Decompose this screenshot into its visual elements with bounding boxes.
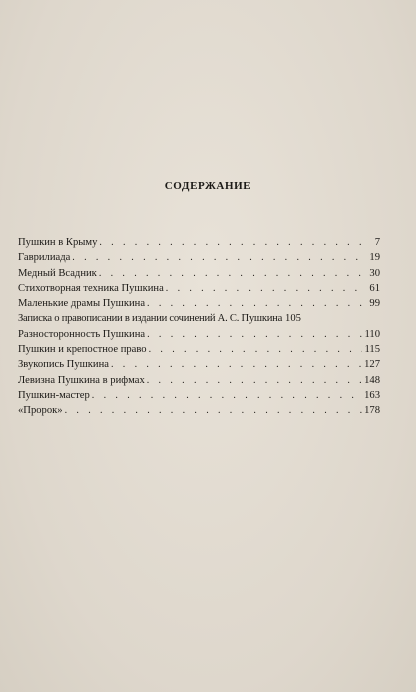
toc-entry-title: Записка о правописании в издании сочинений А. С. Пушкина [18,313,283,325]
toc-entry [18,250,380,265]
toc-entry-title: Маленькие драмы Пушкина [18,298,146,310]
toc-entry-page: 127 [364,359,380,371]
toc-entry-page: 105 [285,313,301,325]
toc-entry-title: Пушкин-мастер [18,389,90,401]
leader-dots [166,281,362,296]
toc-entry [18,388,380,403]
leader-dots [99,235,362,250]
toc-entry-page: 115 [364,344,380,356]
toc-entry [18,373,380,388]
toc-entry-page: 30 [369,267,380,279]
toc-entry-page: 7 [374,237,380,248]
leader-dots [72,250,362,265]
toc-entry [18,281,380,296]
toc-entry [18,327,380,342]
leader-dots [92,388,362,403]
toc-entry [18,235,380,250]
toc-entry [18,296,380,311]
toc-entry-page: 110 [364,328,380,340]
toc-entry-page: 99 [369,298,380,310]
toc-entry-page: 19 [369,252,380,264]
toc-entry-title: Медный Всадник [18,267,97,279]
contents-heading: СОДЕРЖАНИЕ [164,180,252,192]
toc-entry-title: Звукопись Пушкина [18,359,109,371]
toc-entry-page: 148 [364,374,380,386]
leader-dots [149,342,362,357]
toc-entry [18,342,380,357]
toc-entry-title: Левизна Пушкина в рифмах [18,374,145,386]
toc-entry-title: Гаврилиада [18,252,71,264]
leader-dots [65,403,362,418]
toc-entry-title: Пушкин и крепостное право [18,344,147,356]
toc-entry-page: 61 [369,282,380,294]
toc-entry [18,311,380,326]
toc-entry [18,357,380,372]
toc-entry [18,403,380,418]
leader-dots [147,296,362,311]
leader-dots [147,327,362,342]
toc-entry-title: Разносторонность Пушкина [18,328,146,340]
toc-entry-title: «Пророк» [18,405,63,417]
leader-dots [147,373,362,388]
toc-entry-page: 178 [364,405,380,417]
toc-entry-title: Пушкин в Крыму [18,237,98,248]
toc-entry [18,266,380,281]
toc-entry-title: Стихотворная техника Пушкина [18,282,164,294]
leader-dots [111,357,362,372]
leader-dots [99,266,362,281]
toc-entry-page: 163 [364,389,380,401]
table-of-contents [18,235,380,419]
